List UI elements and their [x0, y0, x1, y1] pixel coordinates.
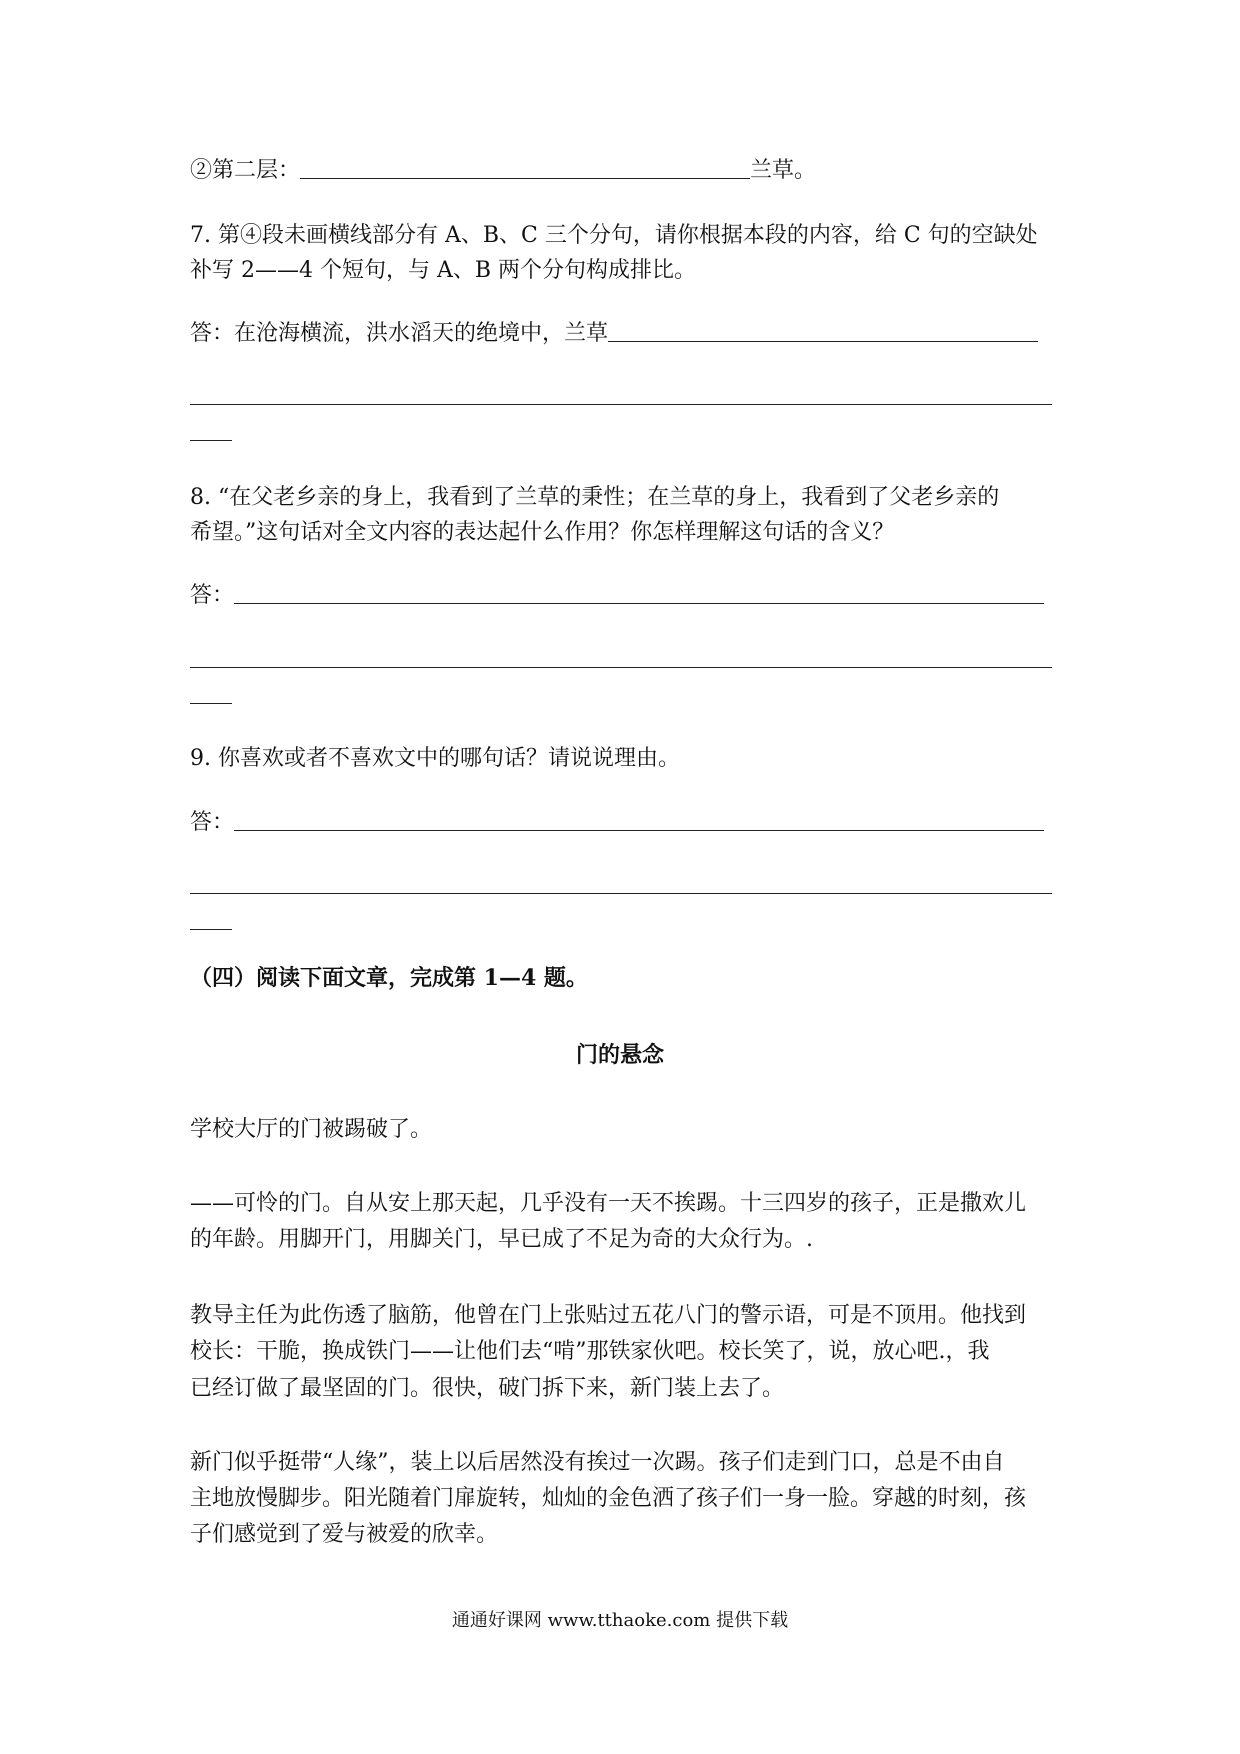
- q6-layer2-line: [190, 160, 816, 182]
- q7-answer-rule-1[interactable]: [190, 404, 1052, 405]
- q9-answer-rule-2[interactable]: [190, 929, 232, 930]
- q8-answer-prefix: 答：: [190, 583, 235, 608]
- paragraph-4-line-1: 新门似乎挺带“人缘”，装上以后居然没有挨过一次踢。孩子们走到门口，总是不由自: [190, 1450, 1005, 1475]
- q7-answer-rule-2[interactable]: [190, 440, 232, 441]
- paragraph-4-line-2: 主地放慢脚步。阳光随着门扉旋转，灿灿的金色洒了孩子们一身一脸。穿越的时刻，孩: [190, 1486, 1027, 1511]
- q7-question-line2: 补写 2——4 个短句，与 A、B 两个分句构成排比。: [190, 258, 697, 283]
- paragraph-3-line-1: 教导主任为此伤透了脑筋，他曾在门上张贴过五花八门的警示语，可是不顶用。他找到: [190, 1303, 1027, 1328]
- q9-answer-blank[interactable]: [234, 828, 1044, 831]
- paragraph-1-line-1: 学校大厅的门被踢破了。: [190, 1117, 433, 1142]
- q8-answer-line: [190, 585, 1044, 607]
- paragraph-4-line-3: 子们感觉到了爱与被爱的欣幸。: [190, 1522, 499, 1547]
- page-footer: 通通好课网 www.tthaoke.com 提供下载: [451, 1610, 789, 1631]
- paragraph-2-line-1: ——可怜的门。自从安上那天起，几乎没有一天不挨踢。十三四岁的孩子，正是撒欢儿: [190, 1191, 1027, 1216]
- q8-question-line2: 希望。”这句话对全文内容的表达起什么作用？你怎样理解这句话的含义？: [190, 520, 895, 545]
- q6-layer2-suffix: 兰草。: [750, 158, 817, 183]
- article-title: 门的悬念: [575, 1042, 664, 1068]
- q8-answer-blank[interactable]: [234, 601, 1044, 604]
- q9-answer-rule-1[interactable]: [190, 893, 1052, 894]
- q6-layer2-blank[interactable]: [300, 176, 750, 179]
- q7-answer-blank[interactable]: [608, 339, 1038, 342]
- q7-question-line1: 7. 第④段未画横线部分有 A、B、C 三个分句，请你根据本段的内容，给 C 句的空缺处: [190, 223, 1038, 248]
- paragraph-2-line-2: 的年龄。用脚开门，用脚关门，早已成了不足为奇的大众行为。.: [190, 1227, 813, 1252]
- q7-answer-line: [190, 323, 1038, 345]
- q7-answer-prefix: 答：在沧海横流，洪水滔天的绝境中，兰草: [190, 321, 609, 346]
- paragraph-3-line-3: 已经订做了最坚固的门。很快，破门拆下来，新门装上去了。: [190, 1376, 785, 1401]
- q9-question-line: 9. 你喜欢或者不喜欢文中的哪句话？请说说理由。: [190, 746, 680, 771]
- section4-heading: （四）阅读下面文章，完成第 1—4 题。: [190, 965, 588, 991]
- paragraph-3-line-2: 校长：干脆，换成铁门——让他们去“啃”那铁家伙吧。校长笑了，说，放心吧.，我: [190, 1339, 990, 1364]
- q9-answer-prefix: 答：: [190, 810, 235, 835]
- q9-answer-line: [190, 812, 1044, 834]
- q8-question-line1: 8. “在父老乡亲的身上，我看到了兰草的秉性；在兰草的身上，我看到了父老乡亲的: [190, 485, 1000, 510]
- q6-layer2-label: ②第二层：: [190, 158, 301, 183]
- q8-answer-rule-2[interactable]: [190, 703, 232, 704]
- q8-answer-rule-1[interactable]: [190, 667, 1052, 668]
